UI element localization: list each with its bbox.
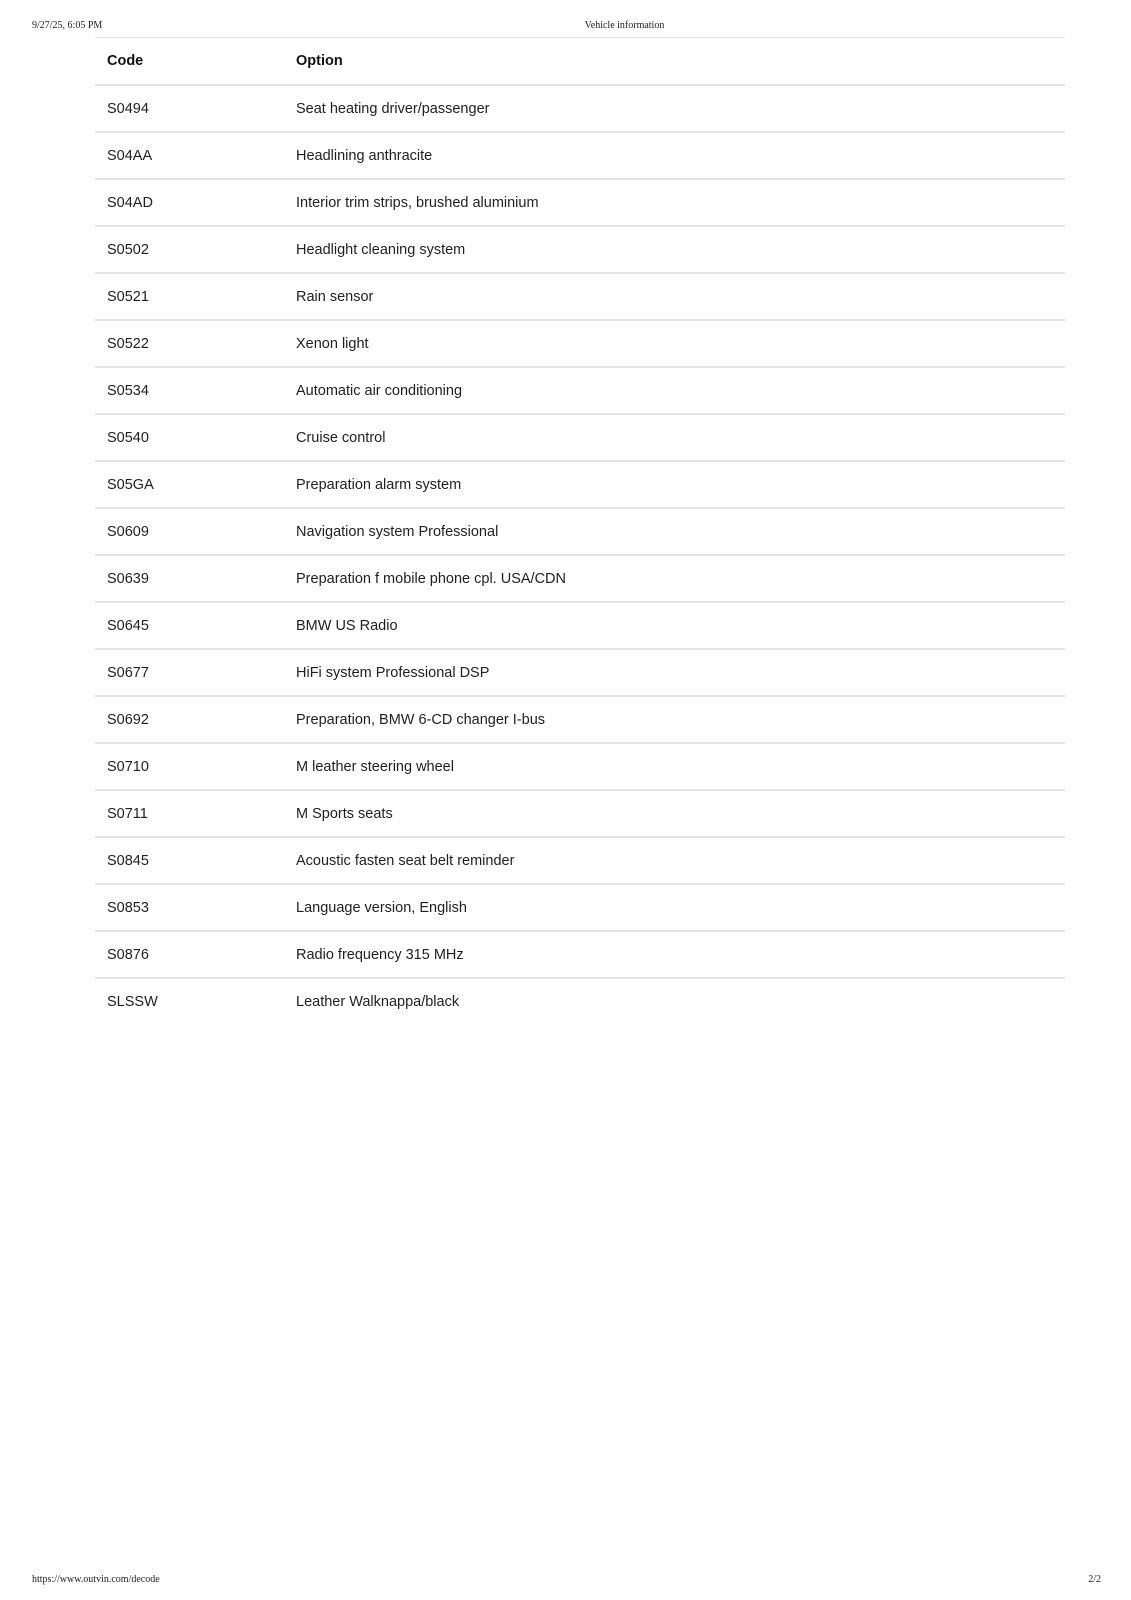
option-code: S0845	[95, 837, 284, 884]
table-row	[95, 696, 1065, 743]
table-row	[95, 837, 1065, 884]
option-description: Rain sensor	[284, 273, 1065, 320]
option-description: Headlining anthracite	[284, 132, 1065, 179]
options-table	[95, 38, 1065, 1025]
option-code: S0645	[95, 602, 284, 649]
option-description: Navigation system Professional	[284, 508, 1065, 555]
option-code: S0502	[95, 226, 284, 273]
table-row	[95, 367, 1065, 414]
option-description: Acoustic fasten seat belt reminder	[284, 837, 1065, 884]
table-row	[95, 978, 1065, 1025]
option-code: S0692	[95, 696, 284, 743]
option-code: S0876	[95, 931, 284, 978]
table-row	[95, 414, 1065, 461]
option-code: S0609	[95, 508, 284, 555]
table-row	[95, 649, 1065, 696]
table-row	[95, 320, 1065, 367]
option-description: Cruise control	[284, 414, 1065, 461]
option-description: Preparation f mobile phone cpl. USA/CDN	[284, 555, 1065, 602]
option-code: S0710	[95, 743, 284, 790]
table-header-row	[95, 38, 1065, 85]
table-row	[95, 790, 1065, 837]
option-description: Preparation, BMW 6-CD changer I-bus	[284, 696, 1065, 743]
option-code: S05GA	[95, 461, 284, 508]
option-code: S0534	[95, 367, 284, 414]
table-row	[95, 602, 1065, 649]
option-code: S04AA	[95, 132, 284, 179]
table-row	[95, 931, 1065, 978]
print-page-number: 2/2	[1088, 1574, 1101, 1585]
option-description: Radio frequency 315 MHz	[284, 931, 1065, 978]
option-description: Leather Walknappa/black	[296, 994, 460, 1010]
option-code: S0522	[95, 320, 284, 367]
table-row	[95, 179, 1065, 226]
options-table-container	[95, 37, 1065, 1025]
print-datetime: 9/27/25, 6:05 PM	[32, 20, 103, 31]
option-description: BMW US Radio	[284, 602, 1065, 649]
column-header-code: Code	[95, 38, 284, 85]
option-code: SLSSW	[107, 994, 158, 1010]
option-description: Preparation alarm system	[284, 461, 1065, 508]
option-code: S0711	[95, 790, 284, 837]
table-row	[95, 508, 1065, 555]
option-description: Interior trim strips, brushed aluminium	[284, 179, 1065, 226]
option-description: M Sports seats	[284, 790, 1065, 837]
option-description: Language version, English	[284, 884, 1065, 931]
table-row	[95, 555, 1065, 602]
table-row	[95, 884, 1065, 931]
table-row	[95, 743, 1065, 790]
table-row	[95, 85, 1065, 132]
option-description: Automatic air conditioning	[284, 367, 1065, 414]
column-header-option: Option	[284, 38, 1065, 85]
table-row	[95, 132, 1065, 179]
option-code: S0639	[95, 555, 284, 602]
option-description: HiFi system Professional DSP	[284, 649, 1065, 696]
option-code: S0521	[95, 273, 284, 320]
option-code: S0853	[95, 884, 284, 931]
option-description: Xenon light	[284, 320, 1065, 367]
option-code: S0494	[95, 85, 284, 132]
option-description: Headlight cleaning system	[284, 226, 1065, 273]
table-row	[95, 226, 1065, 273]
option-code: S0540	[95, 414, 284, 461]
option-code: S04AD	[95, 179, 284, 226]
print-page-title: Vehicle information	[584, 20, 665, 31]
option-description: Seat heating driver/passenger	[284, 85, 1065, 132]
print-url: https://www.outvin.com/decode	[32, 1574, 160, 1585]
table-row	[95, 461, 1065, 508]
table-row	[95, 273, 1065, 320]
option-code: S0677	[95, 649, 284, 696]
option-description: M leather steering wheel	[284, 743, 1065, 790]
